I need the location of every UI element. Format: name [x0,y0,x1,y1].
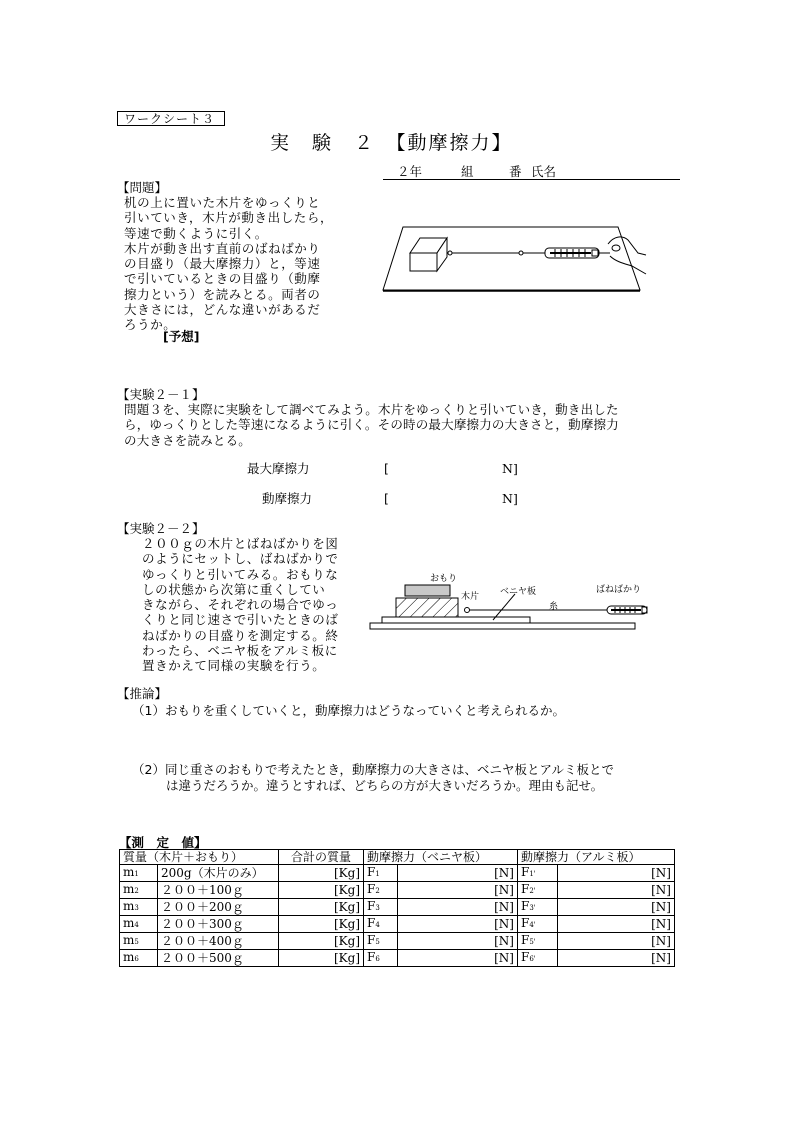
total-mass-unit: [Kg] [333,951,360,965]
weight-block [405,585,450,596]
spring-scale-icon [545,248,599,258]
experiment-2-1-heading: 【実験２－１】 [117,387,205,402]
friction-aluminum-unit: [N] [651,900,671,914]
header-total-mass: 合計の質量 [279,850,364,865]
total-mass-cell[interactable] [279,950,364,967]
kinetic-friction-open-bracket: [ [384,491,389,506]
max-friction-label: 最大摩擦力 [247,461,310,476]
kinetic-friction-unit: N] [502,491,518,506]
experiment-diagram-1 [370,200,670,310]
block-label: 木片 [461,592,480,602]
text-line: きながら、それぞれの場合でゆっ [142,597,339,613]
table-row [120,882,675,899]
mass-value: ２００＋400ｇ [158,933,279,950]
text-line: ろうか。 [124,317,177,333]
friction-plywood-symbol: F1 [364,865,398,882]
friction-aluminum-unit: [N] [651,934,671,948]
text-line: の大きさを読みとる。 [124,432,252,448]
hook [448,251,452,255]
prediction-heading: [予想] [163,329,200,344]
total-mass-cell[interactable] [279,882,364,899]
text-line: わったら、ベニヤ板をアルミ板に [142,643,338,659]
header-friction-plywood: 動摩擦力（ベニヤ板） [364,850,518,865]
total-mass-unit: [Kg] [333,934,360,948]
friction-aluminum-unit: [N] [651,917,671,931]
total-mass-unit: [Kg] [333,866,360,880]
page-title: 実 験 ２ 【動摩擦力】 [270,132,513,154]
wood-block [396,598,458,617]
text-line: ゆっくりと引いてみる。おもりな [142,566,339,582]
text-line: 等速で動くように引く。 [124,225,268,241]
friction-plywood-symbol: F4 [364,916,398,933]
text-line: ねばかりの目盛りを測定する。終 [142,627,339,643]
friction-aluminum-symbol: F3' [518,899,558,916]
friction-plywood-unit: [N] [494,934,514,948]
measurements-table [119,849,675,967]
total-mass-cell[interactable] [279,865,364,882]
friction-aluminum-symbol: F5' [518,933,558,950]
measurements-heading: 【測 定 値】 [119,835,207,850]
max-friction-unit: N] [502,461,518,476]
mass-symbol: m3 [120,899,158,916]
hand-icon [599,237,646,274]
experiment-2-1-text [124,402,694,448]
mass-symbol: m5 [120,933,158,950]
friction-aluminum-symbol: F4' [518,916,558,933]
total-mass-cell[interactable] [279,916,364,933]
text-line: 置きかえて同様の実験を行う。 [142,658,326,674]
text-line: 木片が動き出す直前のばねばかり [124,240,321,256]
kinetic-friction-label: 動摩擦力 [262,491,313,506]
friction-plywood-unit: [N] [494,917,514,931]
mass-symbol: m4 [120,916,158,933]
text-line: 机の上に置いた木片をゆっくりと [124,195,321,210]
total-mass-cell[interactable] [279,933,364,950]
text-line: 問題３を、実際に実験をして調べてみよう。木片をゆっくりと引いていき，動き出した [124,402,619,417]
friction-aluminum-symbol: F1' [518,865,558,882]
wood-block [410,238,447,271]
friction-plywood-cell[interactable] [398,916,518,933]
mass-value: 200g（木片のみ） [158,865,279,882]
grade-label: ２年 [397,164,423,179]
string-label: 糸 [549,602,559,612]
table-row [120,865,675,882]
friction-aluminum-unit: [N] [651,883,671,897]
friction-plywood-symbol: F6 [364,950,398,967]
friction-plywood-unit: [N] [494,883,514,897]
spring-scale-label: ばねばかり [596,585,642,595]
friction-aluminum-unit: [N] [651,866,671,880]
problem-heading: 【問題】 [117,180,168,195]
table-row [120,933,675,950]
mass-value: ２００＋200ｇ [158,899,279,916]
mass-symbol: m1 [120,865,158,882]
friction-plywood-cell[interactable] [398,933,518,950]
text-line: のようにセットし、ばねばかりで [142,551,339,567]
mass-value: ２００＋500ｇ [158,950,279,967]
friction-aluminum-cell[interactable] [558,865,675,882]
friction-plywood-unit: [N] [494,866,514,880]
friction-aluminum-symbol: F2' [518,882,558,899]
text-line: の目盛り（最大摩擦力）と，等速 [124,256,321,272]
text-line: 擦力という）を読みとる。両者の [124,286,321,302]
header-mass: 質量（木片＋おもり） [120,850,279,865]
friction-aluminum-symbol: F6' [518,950,558,967]
friction-plywood-unit: [N] [494,900,514,914]
friction-aluminum-unit: [N] [651,951,671,965]
mass-value: ２００＋100ｇ [158,882,279,899]
friction-plywood-cell[interactable] [398,865,518,882]
total-mass-unit: [Kg] [333,883,360,897]
total-mass-cell[interactable] [279,899,364,916]
mass-symbol: m2 [120,882,158,899]
knot [519,251,523,255]
text-line: 引いていき，木片が動き出したら， [124,210,334,226]
table-row [120,916,675,933]
max-friction-open-bracket: [ [384,461,389,476]
friction-aluminum-cell[interactable] [558,916,675,933]
spring-scale-icon [607,606,647,614]
hook [465,608,470,613]
plywood-pointer [493,594,515,620]
friction-plywood-symbol: F3 [364,899,398,916]
reasoning-question-1: （1）おもりを重くしていくと，動摩擦力はどうなっていくと考えられるか。 [132,703,565,718]
experiment-diagram-2 [365,560,655,640]
friction-aluminum-cell[interactable] [558,899,675,916]
experiment-2-2-heading: 【実験２－２】 [117,521,205,536]
friction-aluminum-cell[interactable] [558,933,675,950]
reasoning-heading: 【推論】 [117,686,168,701]
text-line: ら，ゆっくりとした等速になるように引く。その時の最大摩擦力の大きさと，動摩擦力 [124,417,619,433]
name-label: 氏名 [531,164,557,179]
total-mass-unit: [Kg] [333,917,360,931]
text-line: で引いているときの目盛り（動摩 [124,271,321,287]
friction-plywood-symbol: F5 [364,933,398,950]
table-row [120,899,675,916]
friction-plywood-cell[interactable] [398,882,518,899]
mass-value: ２００＋300ｇ [158,916,279,933]
experiment-2-2-text [142,536,367,674]
text-line: ２００ｇの木片とばねばかりを図 [142,536,339,551]
mass-symbol: m6 [120,950,158,967]
class-label: 組 [461,164,474,179]
text-line: くりと同じ速さで引いたときのば [142,612,339,628]
friction-plywood-cell[interactable] [398,950,518,967]
friction-aluminum-cell[interactable] [558,950,675,967]
problem-text [124,195,374,333]
friction-plywood-symbol: F2 [364,882,398,899]
plywood-label: ベニヤ板 [500,587,537,597]
table-row [120,950,675,967]
worksheet-label: ワークシート３ [117,111,225,126]
base-board [370,623,635,629]
total-mass-unit: [Kg] [333,900,360,914]
friction-plywood-unit: [N] [494,951,514,965]
text-line: しの状態から次第に重くしてい [142,581,326,597]
friction-plywood-cell[interactable] [398,899,518,916]
table-header-row [120,850,675,865]
number-label: 番 [509,164,522,179]
plywood-board [382,617,530,623]
text-line: 大きさには，どんな違いがあるだ [124,302,321,318]
reasoning-question-2-line-1: （2）同じ重さのおもりで考えたとき，動摩擦力の大きさは、ベニヤ板とアルミ板とで [132,762,614,777]
header-friction-aluminum: 動摩擦力（アルミ板） [518,850,675,865]
student-name-line [383,162,680,180]
weight-label: おもり [430,574,458,584]
friction-aluminum-cell[interactable] [558,882,675,899]
reasoning-question-2-line-2: は違うだろうか。違うとすれば、どちらの方が大きいだろうか。理由も記せ。 [166,778,604,793]
